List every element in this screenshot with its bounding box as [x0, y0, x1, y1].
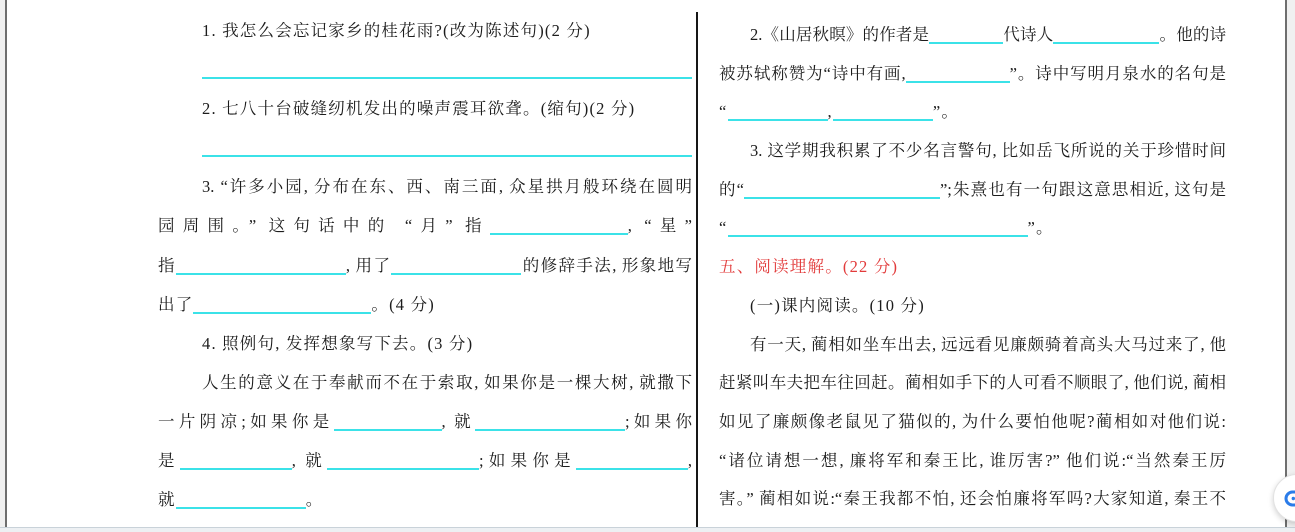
text-segment: , [827, 102, 833, 122]
q1-stem [158, 11, 692, 50]
text-segment: 赶紧叫车夫把车往回赶。蔺相如手下的人可看不顺眼了, 他们说, 蔺相 [719, 373, 1226, 393]
text-segment: 指 [158, 255, 176, 275]
answer-blank-line [202, 57, 692, 79]
text-segment: “ [719, 102, 728, 122]
text-segment: , 就 [291, 451, 328, 471]
text-segment: ”。 [1027, 218, 1054, 238]
answer-blank-line [833, 99, 933, 121]
document-page [5, 0, 1287, 527]
q3-line2 [719, 171, 1226, 210]
answer-blank-line [728, 99, 828, 121]
text-segment: 如见了廉颇像老鼠见了猫似的, 为什么要怕他呢?蔺相如对他们说: [719, 411, 1226, 431]
text-segment: 就 [158, 490, 176, 510]
text-segment: 。他的诗 [1159, 25, 1227, 44]
answer-blank-line [728, 215, 1028, 237]
text-segment: 2. 七八十台破缝纫机发出的噪声震耳欲聋。(缩句)(2 分) [202, 99, 636, 119]
answer-blank-line [180, 448, 292, 470]
text-segment: , [687, 451, 693, 471]
text-segment: ”。诗中写明月泉水的名句是 [1009, 63, 1227, 83]
text-segment: 有一天, 蔺相如坐车出去, 远远看见廉颇骑着高头大马过来了, 他 [750, 334, 1226, 354]
text-segment: 是 [158, 451, 180, 471]
text-segment: (一)课内阅读。(10 分) [750, 295, 925, 315]
q4-line2 [158, 402, 692, 441]
q2-stem [158, 89, 692, 128]
text-segment: 出了 [158, 294, 194, 314]
text-segment: ;如果你是 [479, 451, 576, 471]
left-column [158, 11, 692, 519]
text-segment: 人生的意义在于奉献而不在于索取, 如果你是一棵大树, 就撒下 [202, 372, 692, 392]
q3-line1 [719, 132, 1226, 171]
passage-line5 [719, 480, 1226, 519]
part1-heading [719, 287, 1226, 326]
answer-blank-line [490, 213, 628, 235]
text-segment: ”。 [932, 102, 960, 122]
passage-line1 [719, 326, 1226, 365]
passage-line3 [719, 403, 1226, 442]
text-segment: 。(4 分) [371, 294, 435, 314]
text-segment: 4. 照例句, 发挥想象写下去。(3 分) [202, 333, 474, 353]
answer-blank-line [744, 177, 940, 199]
q4-line3 [158, 441, 692, 480]
text-segment: “诸位请想一想, 廉将军和秦王比, 谁厉害?” 他们说:“当然秦王厉 [719, 450, 1226, 470]
right-column [719, 16, 1226, 519]
q4-stem [158, 324, 692, 363]
text-segment: 。 [305, 490, 324, 510]
answer-blank-line [176, 487, 306, 509]
q2-line2 [719, 55, 1226, 94]
text-segment: 代诗人 [1003, 25, 1054, 44]
q4-line4 [158, 480, 692, 519]
text-segment: “ [719, 218, 728, 238]
text-segment: , “星” [627, 216, 692, 236]
text-segment: 2.《山居秋暝》的作者是 [750, 25, 930, 44]
answer-blank-line [1053, 22, 1159, 44]
section5-heading [719, 248, 1226, 287]
passage-line2 [719, 364, 1226, 403]
text-segment: 的修辞手法, 形象地写 [521, 255, 693, 275]
answer-blank-line [906, 61, 1010, 83]
answer-blank-line [576, 448, 688, 470]
q3-line3 [719, 209, 1226, 248]
text-segment: 被苏轼称赞为“诗中有画, [719, 63, 906, 83]
text-segment: ;如果你 [624, 411, 692, 431]
answer-blank-line [475, 409, 625, 431]
passage-line4 [719, 442, 1226, 481]
q3-line4 [158, 285, 692, 324]
q2-line3 [719, 93, 1226, 132]
text-segment: , 用了 [345, 255, 392, 275]
answer-blank-line [327, 448, 479, 470]
answer-blank-line [176, 253, 346, 275]
answer-blank-line [334, 409, 442, 431]
text-segment: 一片阴凉;如果你是 [158, 411, 334, 431]
answer-blank-line [193, 292, 371, 314]
q1-answer-line [158, 50, 692, 89]
text-segment: 1. 我怎么会忘记家乡的桂花雨?(改为陈述句)(2 分) [202, 21, 591, 40]
q2-line1 [719, 16, 1226, 55]
text-segment: 的“ [719, 179, 744, 199]
text-segment: , 就 [441, 411, 475, 431]
q4-example-line [158, 363, 692, 402]
viewer-bottom-edge [0, 527, 1295, 532]
answer-blank-line [929, 22, 1003, 44]
q3-line3 [158, 246, 692, 285]
answer-blank-line [391, 253, 521, 275]
q3-line1 [158, 167, 692, 206]
text-segment: 园周围。” 这句话中的 “月” 指 [158, 216, 490, 236]
text-segment: 3. “许多小园, 分布在东、西、南三面, 众星拱月般环绕在圆明 [202, 177, 692, 197]
text-segment: 五、阅读理解。(22 分) [719, 257, 899, 277]
text-segment: ”;朱熹也有一句跟这意思相近, 这句是 [939, 179, 1226, 199]
text-segment: 害。” 蔺相如说:“秦王我都不怕, 还会怕廉将军吗?大家知道, 秦王不 [719, 489, 1226, 509]
q3-line2 [158, 206, 692, 245]
q2-answer-line [158, 128, 692, 167]
column-divider [696, 12, 698, 527]
answer-blank-line [202, 135, 692, 157]
text-segment: 3. 这学期我积累了不少名言警句, 比如岳飞所说的关于珍惜时间 [750, 141, 1226, 161]
